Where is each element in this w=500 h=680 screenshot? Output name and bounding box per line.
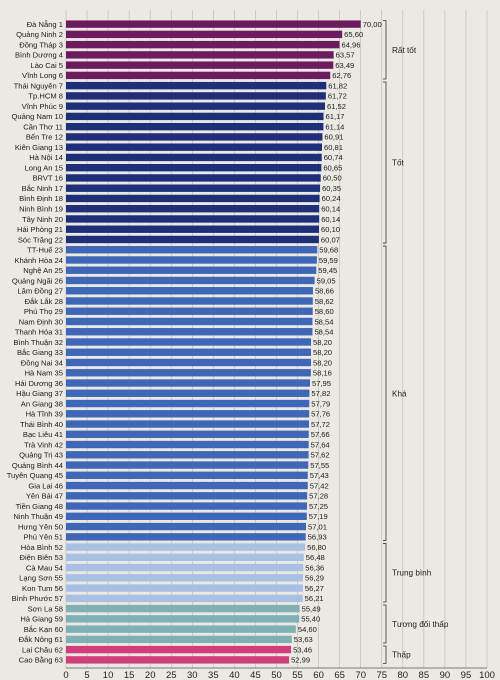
category-label: Hải Dương 36 (14, 378, 63, 388)
x-tick-label: 25 (165, 670, 177, 680)
bar (66, 236, 319, 243)
category-label: Lào Cai 5 (30, 60, 63, 70)
category-label: Bình Dương 4 (14, 50, 63, 60)
category-label: Cao Bằng 63 (18, 655, 63, 665)
bar (66, 349, 311, 356)
x-tick-label: 15 (123, 670, 135, 680)
value-label: 70,00 (362, 19, 382, 29)
group-brackets (383, 21, 449, 664)
category-label: Hải Phòng 21 (16, 225, 63, 235)
bar (66, 154, 322, 161)
value-label: 60,91 (324, 132, 344, 142)
x-tick-label: 5 (84, 670, 90, 680)
value-label: 58,16 (312, 368, 332, 378)
value-label: 58,54 (314, 317, 334, 327)
bar (66, 61, 333, 68)
value-label: 59,45 (318, 266, 338, 276)
value-label: 56,27 (304, 583, 324, 593)
x-tick-label: 60 (313, 670, 324, 680)
value-label: 57,55 (310, 460, 330, 470)
bar (66, 184, 320, 191)
category-label: Đồng Tháp 3 (19, 40, 63, 50)
x-tick-label: 90 (439, 670, 451, 680)
category-label: Vĩnh Phúc 9 (21, 101, 63, 111)
x-tick-label: 65 (334, 670, 345, 680)
bar (66, 123, 323, 130)
value-label: 55,40 (301, 614, 321, 624)
bar (66, 31, 342, 38)
bar (66, 646, 291, 653)
category-label: Trà Vinh 42 (24, 440, 63, 450)
bar (66, 502, 307, 509)
value-label: 58,20 (313, 358, 333, 368)
value-label: 57,72 (311, 419, 331, 429)
bar (66, 605, 300, 612)
value-label: 60,14 (321, 214, 341, 224)
value-label: 56,80 (307, 542, 327, 552)
group-label: Tương đối thấp (392, 619, 449, 629)
category-label: Lâm Đồng 27 (17, 286, 63, 296)
x-tick-label: 10 (102, 670, 114, 680)
value-label: 60,10 (321, 225, 341, 235)
value-label: 57,66 (310, 430, 330, 440)
bar (66, 277, 315, 284)
category-label: Nam Định 30 (18, 317, 63, 327)
category-label: Bắc Ninh 17 (21, 183, 63, 193)
bar (66, 523, 306, 530)
value-label: 65,60 (344, 30, 364, 40)
bar (66, 564, 303, 571)
bar (66, 595, 303, 602)
bar (66, 20, 361, 27)
category-label: Nghệ An 25 (23, 266, 63, 276)
bar (66, 174, 321, 181)
value-label: 57,64 (310, 440, 330, 450)
value-label: 60,65 (323, 163, 343, 173)
bar (66, 205, 319, 212)
category-label: Quảng Ngãi 26 (11, 276, 63, 286)
bar (66, 543, 305, 550)
category-label: Khánh Hòa 24 (14, 255, 63, 265)
category-label: Bình Thuận 32 (13, 337, 63, 347)
value-label: 60,07 (320, 235, 340, 245)
category-label: Bến Tre 12 (25, 132, 63, 142)
value-label: 56,48 (305, 553, 325, 563)
group-bracket (383, 646, 386, 664)
group-label: Thấp (392, 650, 411, 660)
category-label: Hòa Bình 52 (20, 542, 63, 552)
value-label: 57,25 (309, 501, 329, 511)
category-label: Quảng Nam 10 (11, 112, 63, 122)
bar (66, 267, 316, 274)
x-tick-label: 35 (208, 670, 219, 680)
value-label: 56,93 (307, 532, 327, 542)
bar (66, 287, 313, 294)
bar (66, 554, 304, 561)
category-label: Tp.HCM 8 (28, 91, 63, 101)
category-label: Hậu Giang 37 (16, 389, 63, 399)
category-label: Gia Lai 46 (28, 481, 63, 491)
category-label: Phú Thọ 29 (23, 307, 63, 317)
category-label: Cà Mau 54 (25, 563, 63, 573)
value-label: 58,54 (314, 327, 334, 337)
value-label: 61,17 (325, 112, 345, 122)
category-label: Bắc Kạn 60 (23, 624, 63, 634)
value-label: 58,20 (313, 337, 333, 347)
value-label: 56,21 (304, 594, 324, 604)
x-tick-label: 80 (397, 670, 409, 680)
bar (66, 82, 326, 89)
value-label: 56,29 (304, 573, 324, 583)
group-bracket (383, 21, 386, 80)
x-tick-label: 30 (187, 670, 198, 680)
value-label: 60,74 (323, 153, 343, 163)
value-label: 63,57 (335, 50, 355, 60)
bar (66, 400, 309, 407)
category-label: Tiền Giang 48 (15, 501, 63, 511)
value-label: 58,60 (314, 307, 334, 317)
category-label: Thái Nguyên 7 (13, 81, 63, 91)
bar (66, 513, 307, 520)
category-label: Bắc Giang 33 (16, 348, 63, 358)
group-label: Tốt (392, 158, 404, 168)
category-label: Sơn La 58 (27, 604, 63, 614)
group-label: Khá (392, 389, 407, 399)
x-tick-label: 20 (144, 670, 156, 680)
bar (66, 92, 326, 99)
category-label: Đắk Nông 61 (18, 635, 63, 645)
category-label: TT-Huế 23 (27, 245, 63, 255)
category-label: Lạng Sơn 55 (19, 573, 63, 583)
category-label: Quảng Trị 43 (19, 450, 63, 460)
bar (66, 143, 322, 150)
category-label: Phú Yên 51 (23, 532, 63, 542)
bar (66, 482, 308, 489)
x-tick-label: 100 (479, 670, 495, 680)
value-label: 53,63 (293, 635, 313, 645)
value-label: 61,82 (328, 81, 348, 91)
value-label: 61,14 (325, 122, 345, 132)
category-label: Vĩnh Long 6 (22, 71, 63, 81)
value-label: 59,68 (319, 245, 339, 255)
category-label: An Giang 38 (20, 399, 63, 409)
value-label: 62,76 (332, 71, 352, 81)
value-label: 57,82 (311, 389, 331, 399)
bar (66, 256, 317, 263)
category-label: Tuyên Quang 45 (6, 471, 63, 481)
bar (66, 226, 319, 233)
bar (66, 369, 311, 376)
bar (66, 51, 334, 58)
bar (66, 215, 319, 222)
value-label: 60,81 (324, 142, 344, 152)
category-label: Sóc Trăng 22 (17, 235, 63, 245)
bar (66, 164, 321, 171)
category-label: Ninh Thuận 49 (13, 512, 63, 522)
value-label: 59,59 (318, 255, 338, 265)
value-label: 57,43 (309, 471, 329, 481)
x-tick-label: 40 (229, 670, 240, 680)
category-label: Hưng Yên 50 (17, 522, 63, 532)
category-label: Long An 15 (24, 163, 63, 173)
group-bracket (383, 605, 386, 643)
value-label: 57,62 (310, 450, 330, 460)
bar (66, 441, 309, 448)
value-label: 60,24 (321, 194, 341, 204)
group-bracket (383, 246, 386, 540)
category-label: Hà Nam 35 (24, 368, 63, 378)
x-tick-label: 95 (460, 670, 472, 680)
value-label: 55,49 (301, 604, 321, 614)
bar (66, 113, 324, 120)
x-tick-label: 85 (418, 670, 430, 680)
x-tick-label: 0 (63, 670, 69, 680)
value-label: 58,62 (314, 296, 334, 306)
bar (66, 410, 309, 417)
category-label: Kiên Giang 13 (14, 142, 63, 152)
value-label: 57,19 (308, 512, 328, 522)
bar (66, 246, 317, 253)
value-label: 58,66 (314, 286, 334, 296)
bar (66, 195, 320, 202)
category-label: Đà Nẵng 1 (26, 19, 63, 29)
bar (66, 338, 311, 345)
value-label: 53,46 (293, 645, 313, 655)
bar (66, 379, 310, 386)
value-label: 57,76 (311, 409, 331, 419)
bar (66, 72, 330, 79)
value-label: 57,79 (311, 399, 331, 409)
category-label: Thái Bình 40 (19, 419, 63, 429)
bar (66, 461, 308, 468)
category-label: Kon Tum 56 (22, 583, 63, 593)
value-label: 61,72 (327, 91, 347, 101)
value-label: 57,42 (309, 481, 329, 491)
bar (66, 133, 322, 140)
value-label: 58,20 (313, 348, 333, 358)
bar (66, 328, 312, 335)
value-label: 64,96 (341, 40, 361, 50)
x-tick-label: 55 (292, 670, 303, 680)
bar (66, 359, 311, 366)
value-label: 56,36 (305, 563, 325, 573)
category-label: Thanh Hóa 31 (14, 327, 63, 337)
category-label: Hà Nội 14 (29, 153, 63, 163)
group-label: Trung bình (392, 568, 432, 578)
bar (66, 308, 313, 315)
value-label: 60,35 (322, 183, 342, 193)
bar (66, 574, 303, 581)
value-label: 60,50 (322, 173, 342, 183)
category-labels (7, 20, 63, 665)
category-label: Điện Biên 53 (19, 553, 63, 563)
bar (66, 431, 309, 438)
value-label: 57,95 (311, 378, 331, 388)
value-label: 57,28 (309, 491, 329, 501)
x-tick-label: 45 (250, 670, 261, 680)
x-tick-label: 75 (376, 670, 388, 680)
category-label: Quảng Ninh 2 (16, 30, 63, 40)
group-label: Rất tốt (392, 45, 417, 55)
value-label: 54,60 (297, 624, 317, 634)
bar (66, 472, 308, 479)
bar (66, 492, 307, 499)
category-label: Hà Giang 59 (20, 614, 63, 624)
category-label: Hà Tĩnh 39 (25, 409, 63, 419)
value-label: 59,05 (316, 276, 336, 286)
bar (66, 41, 339, 48)
bar (66, 390, 309, 397)
bar (66, 318, 312, 325)
x-tick-label: 70 (355, 670, 366, 680)
group-bracket (383, 82, 386, 243)
value-label: 57,01 (308, 522, 328, 532)
value-label: 52,99 (291, 655, 311, 665)
bar (66, 636, 292, 643)
x-tick-label: 50 (271, 670, 282, 680)
category-label: Yên Bái 47 (25, 491, 63, 501)
x-axis (63, 668, 495, 680)
category-label: BRVT 16 (32, 173, 63, 183)
category-label: Ninh Bình 19 (19, 204, 63, 214)
category-label: Bình Phước 57 (11, 594, 63, 604)
bar (66, 533, 306, 540)
bar (66, 625, 296, 632)
category-label: Bạc Liêu 41 (22, 430, 63, 440)
category-label: Tây Ninh 20 (22, 214, 63, 224)
category-label: Bình Định 18 (19, 194, 63, 204)
category-label: Đồng Nai 34 (20, 358, 63, 368)
category-label: Cần Thơ 11 (23, 122, 63, 132)
bar (66, 420, 309, 427)
group-bracket (383, 543, 386, 602)
value-label: 63,49 (335, 60, 355, 70)
value-label: 60,14 (321, 204, 341, 214)
category-label: Đắk Lắk 28 (24, 296, 63, 306)
bar (66, 451, 309, 458)
bar (66, 615, 299, 622)
bar (66, 656, 289, 663)
bar (66, 102, 325, 109)
bar (66, 584, 303, 591)
category-label: Quảng Bình 44 (11, 460, 63, 470)
bar (66, 297, 313, 304)
category-label: Lai Châu 62 (22, 645, 63, 655)
value-label: 61,52 (326, 101, 347, 111)
